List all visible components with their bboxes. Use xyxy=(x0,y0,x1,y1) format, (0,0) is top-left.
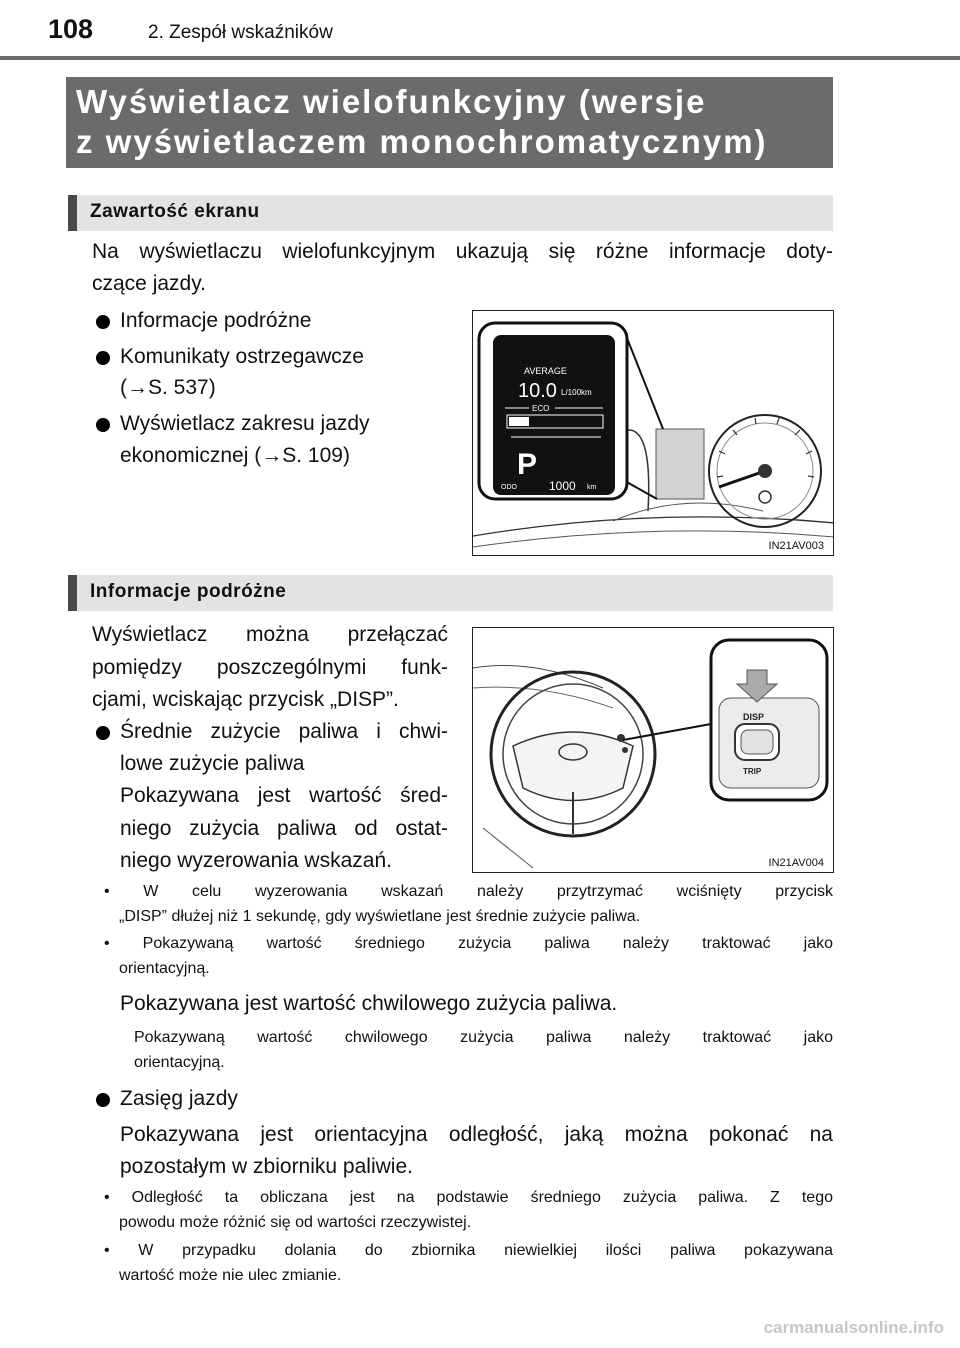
note-approx-line-1: • Pokazywaną wartość średniego zużycia paliwa należy traktować jako xyxy=(104,935,833,952)
header-rule xyxy=(0,56,960,60)
trip-label: TRIP xyxy=(743,767,762,776)
disp-label: DISP xyxy=(743,712,765,722)
note-instant-line-1: Pokazywaną wartość chwilowego zużycia paliwa należy traktować jako xyxy=(134,1029,833,1046)
section-name: 2. Zespół wskaźników xyxy=(148,22,333,43)
display-average-label: AVERAGE xyxy=(524,366,567,376)
intro-line-1: Wyświetlacz można przełączać xyxy=(92,623,448,646)
bullet-fuel-consumption-line-1: Średnie zużycie paliwa i chwi- xyxy=(120,720,448,743)
title-line-1: Wyświetlacz wielofunkcyjny (wersje xyxy=(76,83,707,120)
bullet-eco-line-2: ekonomicznej (→S. 109) xyxy=(120,444,350,467)
para-average-line-1: Pokazywana jest wartość śred- xyxy=(120,784,448,807)
section-heading-screen-content xyxy=(68,195,833,231)
intro-text-line-1: Na wyświetlaczu wielofunkcyjnym ukazują się różne informacje doty- xyxy=(92,240,833,263)
page-number: 108 xyxy=(48,14,94,44)
bullet-icon xyxy=(96,1093,110,1107)
note-range-calc-line-1: • Odległość ta obliczana jest na podstawie średniego zużycia paliwa. Z tego xyxy=(104,1189,833,1206)
title-line-2: z wyświetlaczem monochromatycznym) xyxy=(76,123,768,160)
display-value: 10.0 xyxy=(518,380,557,402)
note-refuel-line-2: wartość może nie ulec zmianie. xyxy=(119,1267,342,1284)
note-approx-line-2: orientacyjną. xyxy=(119,960,210,977)
heading-bar xyxy=(68,195,77,231)
watermark: carmanualsonline.info xyxy=(763,1318,944,1337)
bullet-icon xyxy=(96,315,110,329)
display-eco-label: ECO xyxy=(532,404,550,413)
display-odo-unit: km xyxy=(587,484,597,491)
page-header xyxy=(0,0,960,60)
intro-line-3: cjami, wciskając przycisk „DISP”. xyxy=(92,688,399,711)
bullet-eco-line-1: Wyświetlacz zakresu jazdy xyxy=(120,412,370,435)
para-average-line-3: niego wyzerowania wskazań. xyxy=(120,849,392,872)
para-instant: Pokazywana jest wartość chwilowego zużycia paliwa. xyxy=(120,992,618,1015)
intro-text-line-2: czące jazdy. xyxy=(92,272,206,295)
para-range-line-2: pozostałym w zbiorniku paliwie. xyxy=(120,1155,413,1178)
note-reset-line-2: „DISP” dłużej niż 1 sekundę, gdy wyświetlane jest średnie zużycie paliwa. xyxy=(119,908,641,925)
para-average-line-2: niego zużycia paliwa od ostat- xyxy=(120,817,448,840)
instrument-cluster-illustration xyxy=(473,311,834,556)
display-gear: P xyxy=(517,448,538,481)
figure-code: IN21AV004 xyxy=(766,857,827,869)
note-refuel-line-1: • W przypadku dolania do zbiornika niewielkiej ilości paliwa pokazywana xyxy=(104,1242,833,1259)
bullet-fuel-consumption-line-2: lowe zużycie paliwa xyxy=(120,752,305,775)
page-title xyxy=(66,77,833,168)
display-odo-value: 1000 xyxy=(549,479,576,493)
figure-code: IN21AV003 xyxy=(766,540,827,552)
intro-line-2: pomiędzy poszczególnymi funk- xyxy=(92,656,448,679)
bullet-warnings-line-2: (→S. 537) xyxy=(120,376,216,399)
section-heading-text: Zawartość ekranu xyxy=(90,201,260,222)
steering-wheel-figure xyxy=(472,627,834,873)
display-unit: L/100km xyxy=(561,388,592,397)
section-heading-trip-info xyxy=(68,575,833,611)
note-range-calc-line-2: powodu może różnić się od wartości rzeczywistej. xyxy=(119,1214,472,1231)
bullet-icon xyxy=(96,351,110,365)
section-heading-text: Informacje podróżne xyxy=(90,581,287,602)
instrument-cluster-figure xyxy=(472,310,834,556)
bullet-icon xyxy=(96,726,110,740)
heading-bar xyxy=(68,575,77,611)
display-odo-label: ODO xyxy=(501,484,517,491)
para-range-line-1: Pokazywana jest orientacyjna odległość, jaką można pokonać na xyxy=(120,1123,833,1146)
bullet-icon xyxy=(96,418,110,432)
bullet-warnings-line-1: Komunikaty ostrzegawcze xyxy=(120,345,364,368)
steering-wheel-illustration xyxy=(473,628,834,873)
bullet-range: Zasięg jazdy xyxy=(120,1087,238,1110)
note-instant-line-2: orientacyjną. xyxy=(134,1054,225,1071)
note-reset-line-1: • W celu wyzerowania wskazań należy przytrzymać wciśnięty przycisk xyxy=(104,883,833,900)
bullet-trip-info: Informacje podróżne xyxy=(120,309,312,332)
